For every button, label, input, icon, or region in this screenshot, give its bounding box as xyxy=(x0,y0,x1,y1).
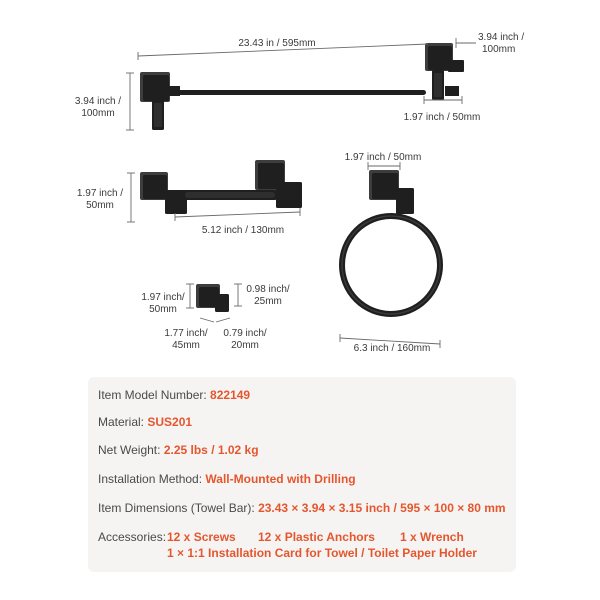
spec-weight-label: Net Weight: xyxy=(98,443,161,457)
towel-bar-height-label-1: 3.94 inch / xyxy=(74,96,122,107)
spec-accessories-row xyxy=(98,530,166,544)
spec-dimensions-row xyxy=(98,501,506,515)
spec-material-row xyxy=(98,415,192,429)
toilet-paper-holder-image xyxy=(140,160,302,214)
spec-model-value: 822149 xyxy=(210,388,251,402)
accessory-wrench: 1 x Wrench xyxy=(400,530,464,544)
spec-dimensions-value: 23.43 × 3.94 × 3.15 inch / 595 × 100 × 80 mm xyxy=(258,501,506,515)
spec-model-row xyxy=(98,388,250,402)
spec-install-value: Wall-Mounted with Drilling xyxy=(205,472,356,486)
specifications-panel xyxy=(88,377,516,572)
robe-hook-height-label-2: 50mm xyxy=(149,304,177,315)
spec-install-row xyxy=(98,472,356,486)
robe-hook-image xyxy=(196,284,229,312)
spec-material-value: SUS201 xyxy=(147,415,193,429)
robe-hook-depth-label-2: 20mm xyxy=(231,340,259,351)
towel-ring-base-label: 1.97 inch / 50mm xyxy=(344,152,422,163)
tp-holder-height-label-2: 50mm xyxy=(86,200,114,211)
spec-dimensions-label: Item Dimensions (Towel Bar): xyxy=(98,501,255,515)
spec-accessories-label: Accessories: xyxy=(98,530,167,544)
accessory-installation-card: 1 × 1:1 Installation Card for Towel / Toilet Paper Holder xyxy=(167,546,477,560)
robe-hook-base-label-2: 25mm xyxy=(254,296,282,307)
robe-hook-height-label-1: 1.97 inch/ xyxy=(141,292,185,303)
towel-bar-base-label: 1.97 inch / 50mm xyxy=(403,112,481,123)
robe-hook-width-label-1: 1.77 inch/ xyxy=(164,328,208,339)
accessory-anchors: 12 x Plastic Anchors xyxy=(258,530,375,544)
towel-bar-length-label: 23.43 in / 595mm xyxy=(238,38,316,49)
tp-holder-length-label: 5.12 inch / 130mm xyxy=(201,225,285,236)
accessory-screws: 12 x Screws xyxy=(167,530,236,544)
towel-bar-depth-label-2: 100mm xyxy=(482,44,516,55)
towel-ring-diameter-label: 6.3 inch / 160mm xyxy=(353,343,431,354)
tp-holder-height-label-1: 1.97 inch / xyxy=(76,188,124,199)
towel-bar-height-label-2: 100mm xyxy=(81,108,115,119)
spec-weight-value: 2.25 lbs / 1.02 kg xyxy=(163,443,259,457)
robe-hook-depth-label-1: 0.79 inch/ xyxy=(223,328,267,339)
robe-hook-width-label-2: 45mm xyxy=(172,340,200,351)
spec-weight-row xyxy=(98,443,259,457)
robe-hook-base-label-1: 0.98 inch/ xyxy=(246,284,290,295)
spec-install-label: Installation Method: xyxy=(98,472,203,486)
spec-model-label: Item Model Number: xyxy=(98,388,207,402)
towel-bar-depth-label-1: 3.94 inch / xyxy=(478,32,525,43)
towel-ring-image xyxy=(342,170,440,314)
spec-material-label: Material: xyxy=(98,415,145,429)
